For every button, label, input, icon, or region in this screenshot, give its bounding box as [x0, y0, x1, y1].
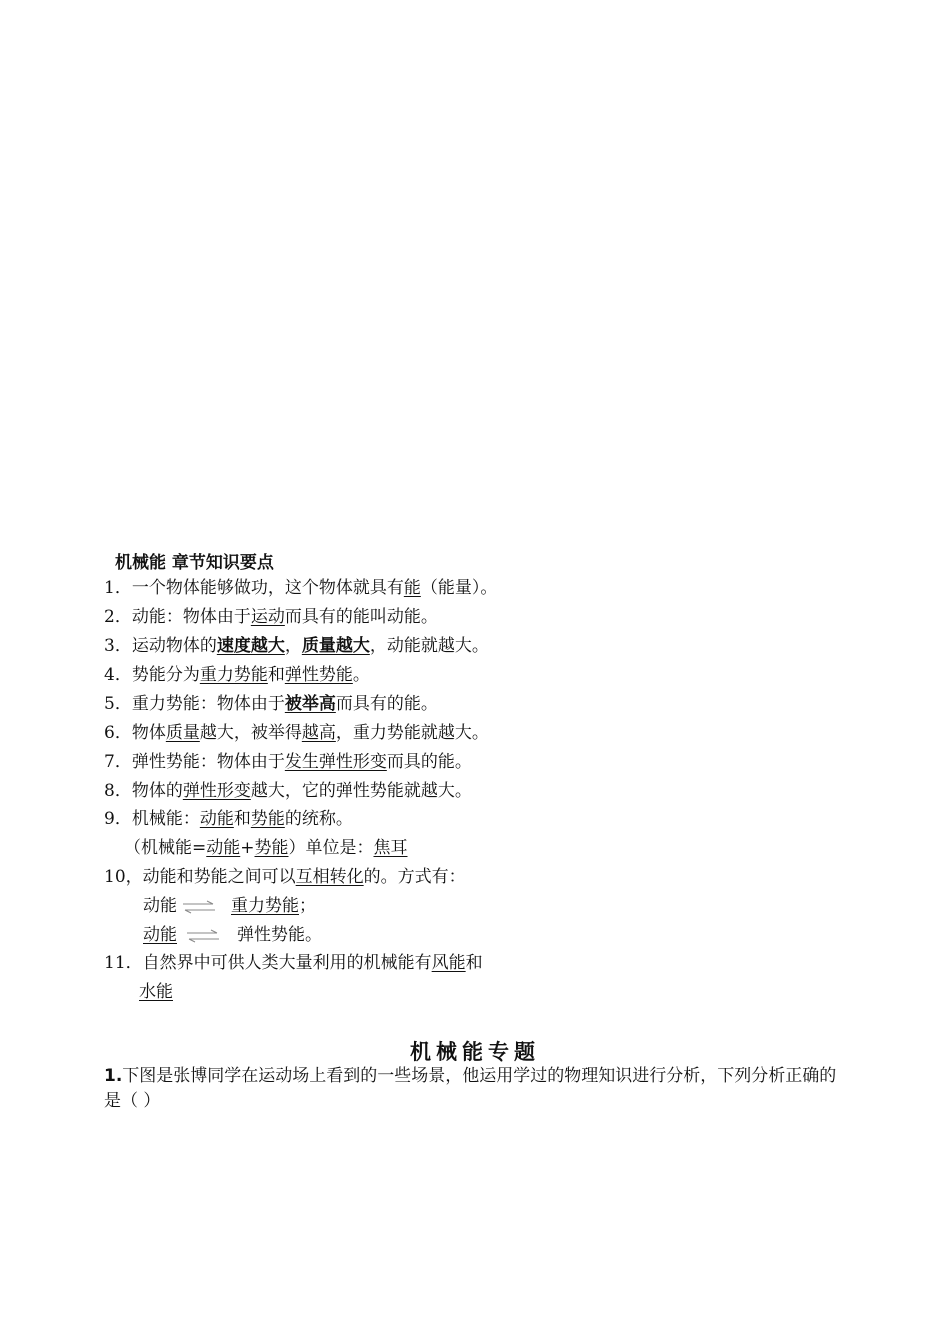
point-text: 动能：物体由于	[131, 607, 251, 627]
answer-blank: 互相转化	[295, 867, 364, 887]
point-number: 2．	[104, 607, 132, 627]
point-text: 和	[233, 809, 251, 829]
answer-blank: 越高	[301, 723, 336, 743]
question-1	[104, 1064, 849, 1114]
point-text: 自然界中可供人类大量利用的机械能有	[142, 953, 432, 973]
conversion-row-gravity	[143, 895, 316, 917]
answer-blank: 重力势能	[199, 665, 268, 685]
point-number: 11．	[104, 953, 143, 973]
point-number: 1．	[104, 578, 132, 598]
point-text: 越大，它的弹性势能就越大。	[250, 781, 472, 801]
point-text: 而具有的能。	[335, 694, 438, 714]
answer-blank: 水能	[139, 982, 173, 1002]
point-text: 势能分为	[131, 665, 200, 685]
answer-blank: 动能	[206, 838, 241, 858]
answer-blank: 焦耳	[373, 838, 408, 858]
answer-blank: 势能	[254, 838, 289, 858]
point-text: 的。方式有：	[363, 867, 466, 887]
conversion-left: 动能	[143, 896, 177, 916]
point-text: 物体	[131, 723, 166, 743]
point-11-continued	[139, 981, 173, 1003]
point-5	[104, 693, 438, 715]
point-text: 机械能：	[131, 809, 200, 829]
conversion-right: 弹性势能。	[237, 925, 322, 945]
point-text: （能量）。	[420, 578, 498, 598]
point-text: 运动物体的	[131, 636, 217, 656]
double-arrow-icon	[185, 929, 221, 943]
point-text: 物体的	[131, 781, 183, 801]
point-text: 一个物体能够做功，这个物体就具有	[131, 578, 404, 598]
question-text: 下图是张博同学在运动场上看到的一些场景，他运用学过的物理知识进行分析，下列分析正确的是（ ）	[104, 1066, 837, 1111]
point-11	[104, 952, 483, 974]
point-number: 5．	[104, 694, 132, 714]
point-9-formula	[124, 837, 408, 859]
answer-blank: 动能	[199, 809, 234, 829]
point-text: （机械能=	[124, 838, 207, 858]
answer-blank: 被举高	[284, 694, 336, 714]
answer-blank: 速度越大	[216, 636, 285, 656]
point-7	[104, 751, 472, 773]
topic-title: 机械能专题	[410, 1040, 540, 1064]
point-text: ）单位是：	[288, 838, 374, 858]
point-text: 而具的能。	[386, 752, 472, 772]
point-text: ，重力势能就越大。	[335, 723, 489, 743]
answer-blank: 弹性势能	[284, 665, 353, 685]
point-text: ，动能就越大。	[369, 636, 489, 656]
conversion-right: 重力势能	[231, 896, 299, 916]
conversion-row-elastic	[143, 924, 322, 946]
point-number: 9．	[104, 809, 132, 829]
point-number: 7．	[104, 752, 132, 772]
point-8	[104, 780, 472, 802]
section-heading: 机械能 章节知识要点	[115, 553, 274, 573]
answer-blank: 弹性形变	[182, 781, 251, 801]
point-text: ；	[299, 896, 316, 916]
answer-blank: 发生弹性形变	[284, 752, 387, 772]
point-text: 重力势能：物体由于	[131, 694, 285, 714]
point-text: ，	[284, 636, 302, 656]
answer-blank: 风能	[431, 953, 466, 973]
point-4	[104, 664, 370, 686]
point-3	[104, 635, 489, 657]
point-10	[104, 866, 466, 888]
question-number: 1.	[104, 1066, 123, 1086]
conversion-left: 动能	[143, 925, 177, 945]
point-2	[104, 606, 438, 628]
double-arrow-icon	[181, 900, 217, 914]
point-text: 和	[465, 953, 483, 973]
answer-blank: 能	[403, 578, 421, 598]
point-6	[104, 722, 489, 744]
point-text: 。	[352, 665, 370, 685]
point-text: 弹性势能：物体由于	[131, 752, 285, 772]
point-1	[104, 577, 497, 599]
point-number: 3．	[104, 636, 132, 656]
point-number: 4．	[104, 665, 132, 685]
point-number: 10，	[104, 867, 143, 887]
point-text: 和	[267, 665, 285, 685]
answer-blank: 质量	[165, 723, 200, 743]
point-text: +	[240, 838, 255, 858]
point-number: 8．	[104, 781, 132, 801]
point-number: 6．	[104, 723, 132, 743]
answer-blank: 势能	[250, 809, 285, 829]
point-text: 而具有的能叫动能。	[284, 607, 438, 627]
point-text: 动能和势能之间可以	[142, 867, 296, 887]
answer-blank: 运动	[250, 607, 285, 627]
point-text: 越大，被举得	[199, 723, 302, 743]
point-text: 的统称。	[284, 809, 353, 829]
point-9	[104, 808, 353, 830]
answer-blank: 质量越大	[301, 636, 370, 656]
